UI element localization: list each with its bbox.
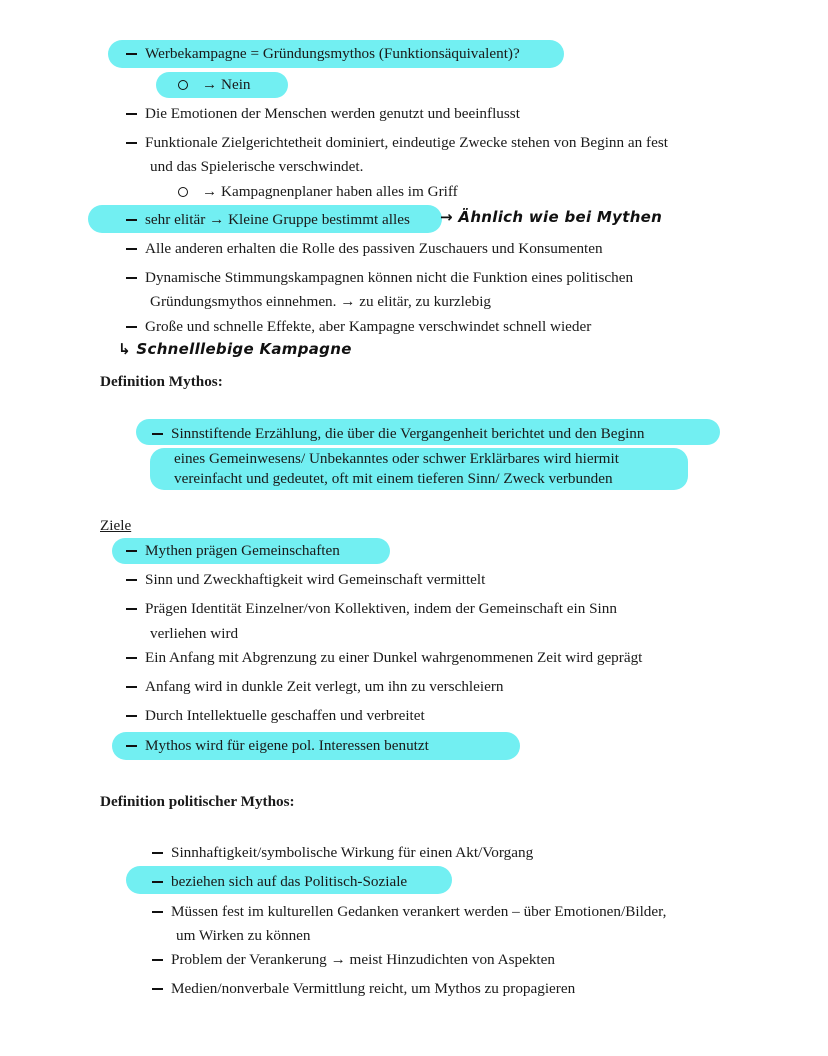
dash-icon — [126, 113, 137, 115]
dash-icon — [126, 277, 137, 279]
sub-bullet-nein: → Nein — [178, 75, 251, 95]
bullet-dynamische-cont: Gründungsmythos einnehmen. → zu elitär, zu kurzlebig — [150, 293, 492, 310]
definition-line-2: eines Gemeinwesens/ Unbekanntes oder schwer Erklärbares wird hiermit — [174, 450, 619, 467]
dash-icon — [126, 550, 137, 552]
dash-icon — [152, 881, 163, 883]
ziele-bullet-3-cont: verliehen wird — [150, 625, 239, 642]
definition-line-1: Sinnstiftende Erzählung, die über die Vergangenheit berichtet und den Beginn — [152, 424, 645, 444]
bullet-funktionale: Funktionale Zielgerichtetheit dominiert, eindeutige Zwecke stehen von Beginn an fest — [126, 133, 668, 153]
ziele-bullet-5: Anfang wird in dunkle Zeit verlegt, um ihn zu verschleiern — [126, 677, 504, 697]
ziele-bullet-3: Prägen Identität Einzelner/von Kollektiven, indem der Gemeinschaft ein Sinn — [126, 599, 617, 619]
bullet-dynamische: Dynamische Stimmungskampagnen können nicht die Funktion eines politischen — [126, 268, 633, 288]
bullet-alle-anderen: Alle anderen erhalten die Rolle des passiven Zuschauers und Konsumenten — [126, 239, 603, 259]
dash-icon — [126, 715, 137, 717]
politisch-bullet-3: Müssen fest im kulturellen Gedanken verankert werden – über Emotionen/Bilder, — [152, 902, 666, 922]
bullet-funktionale-cont: und das Spielerische verschwindet. — [150, 158, 364, 175]
dash-icon — [126, 248, 137, 250]
ziele-bullet-4: Ein Anfang mit Abgrenzung zu einer Dunkel wahrgenommenen Zeit wird geprägt — [126, 648, 642, 668]
politisch-bullet-3-cont: um Wirken zu können — [176, 927, 311, 944]
circle-bullet-icon — [178, 187, 188, 197]
dash-icon — [152, 988, 163, 990]
politisch-bullet-2: beziehen sich auf das Politisch-Soziale — [152, 872, 407, 892]
dash-icon — [126, 142, 137, 144]
heading-definition-politisch: Definition politischer Mythos: — [100, 793, 295, 810]
dash-icon — [126, 686, 137, 688]
dash-icon — [126, 745, 137, 747]
bullet-emotionen: Die Emotionen der Menschen werden genutzt und beeinflusst — [126, 104, 520, 124]
dash-icon — [152, 911, 163, 913]
circle-bullet-icon — [178, 80, 188, 90]
heading-definition-mythos: Definition Mythos: — [100, 373, 223, 390]
dash-icon — [152, 433, 163, 435]
ziele-bullet-2: Sinn und Zweckhaftigkeit wird Gemeinschaft vermittelt — [126, 570, 485, 590]
dash-icon — [126, 657, 137, 659]
heading-ziele: Ziele — [100, 517, 132, 534]
politisch-bullet-4: Problem der Verankerung → meist Hinzudichten von Aspekten — [152, 950, 555, 970]
politisch-bullet-5: Medien/nonverbale Vermittlung reicht, um Mythos zu propagieren — [152, 979, 575, 999]
ziele-bullet-1: Mythen prägen Gemeinschaften — [126, 541, 340, 561]
dash-icon — [152, 959, 163, 961]
sub-bullet-kampagnenplaner: → Kampagnenplaner haben alles im Griff — [178, 182, 458, 202]
dash-icon — [126, 53, 137, 55]
handwritten-note-schnelllebig: ↳ Schnelllebige Kampagne — [118, 340, 352, 358]
dash-icon — [126, 219, 137, 221]
ziele-bullet-7: Mythos wird für eigene pol. Interessen benutzt — [126, 736, 429, 756]
bullet-werbekampagne: Werbekampagne = Gründungsmythos (Funktionsäquivalent)? — [126, 44, 520, 64]
definition-line-3: vereinfacht und gedeutet, oft mit einem tieferen Sinn/ Zweck verbunden — [174, 470, 613, 487]
dash-icon — [126, 608, 137, 610]
ziele-bullet-6: Durch Intellektuelle geschaffen und verbreitet — [126, 706, 425, 726]
bullet-grosse-effekte: Große und schnelle Effekte, aber Kampagne verschwindet schnell wieder — [126, 317, 591, 337]
bullet-elitaer: sehr elitär → Kleine Gruppe bestimmt alles — [126, 210, 410, 230]
handwritten-note-mythen: → Ähnlich wie bei Mythen — [440, 208, 663, 226]
dash-icon — [126, 326, 137, 328]
dash-icon — [126, 579, 137, 581]
politisch-bullet-1: Sinnhaftigkeit/symbolische Wirkung für einen Akt/Vorgang — [152, 843, 533, 863]
dash-icon — [152, 852, 163, 854]
